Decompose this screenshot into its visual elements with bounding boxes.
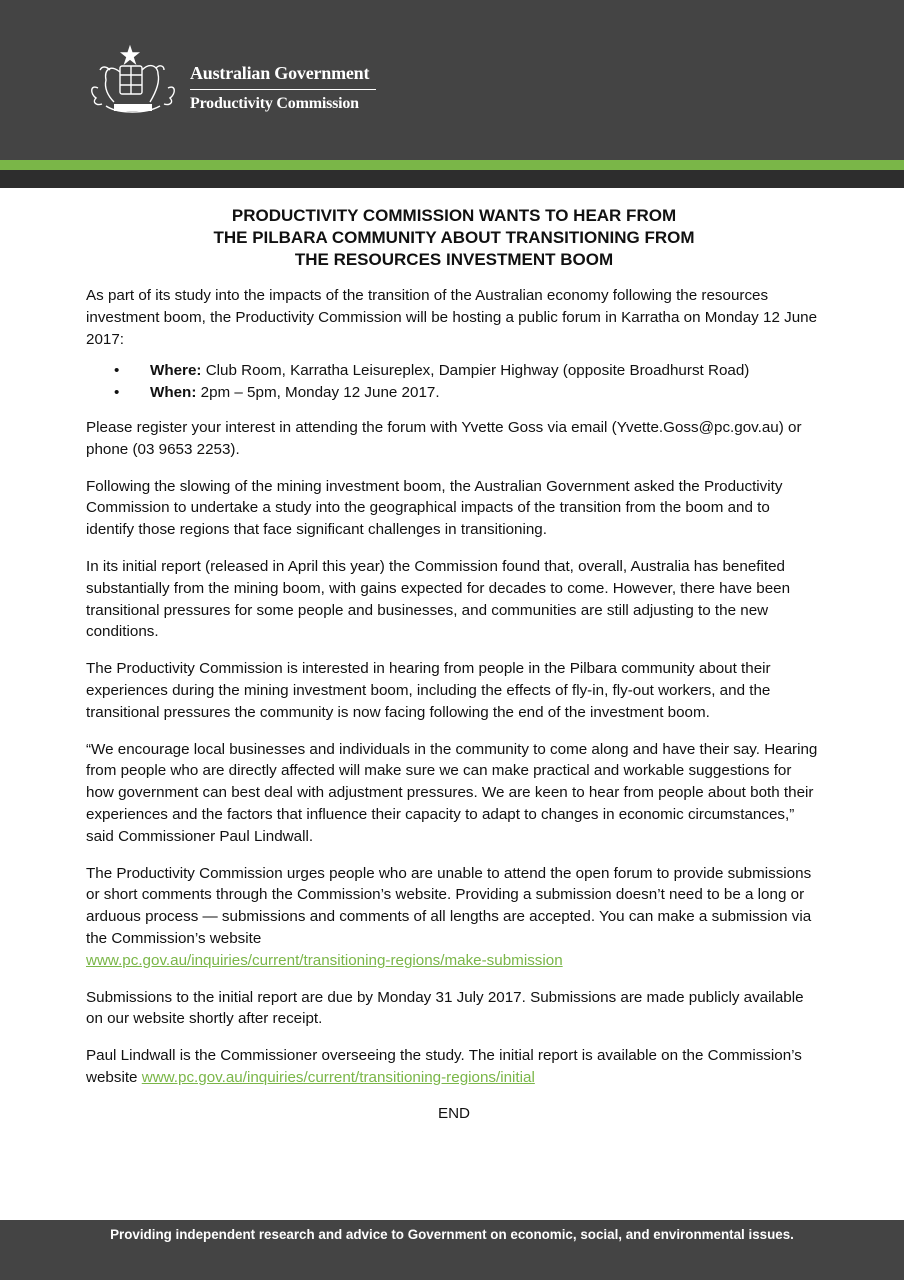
bullet-icon: • <box>114 362 120 380</box>
make-submission-link[interactable]: www.pc.gov.au/inquiries/current/transitioning-regions/make-submission <box>86 951 563 969</box>
initial-report-paragraph: In its initial report (released in April this year) the Commission found that, overall, Australia has benefited substantially from the mining boom, with gains expected for decades to come. However, there have been transitional pressures for some people and businesses, and communities are still adjusting to the new conditions. <box>86 557 791 641</box>
bullet-icon: • <box>114 384 120 402</box>
org-logo-text <box>190 62 376 114</box>
overseer-paragraph <box>86 1045 822 1089</box>
org-name-government: Australian Government <box>190 63 370 83</box>
list-item-when <box>86 382 822 404</box>
title-line: PRODUCTIVITY COMMISSION WANTS TO HEAR FROM <box>231 206 677 225</box>
coat-of-arms-icon <box>84 44 182 118</box>
title-line: THE PILBARA COMMUNITY ABOUT TRANSITIONING FROM <box>213 228 695 247</box>
org-name-commission: Productivity Commission <box>190 95 359 112</box>
when-label: When: <box>150 384 197 402</box>
due-date-paragraph: Submissions to the initial report are due by Monday 31 July 2017. Submissions are made publicly available on our website shortly after receipt. <box>86 988 804 1028</box>
when-value: 2pm – 5pm, Monday 12 June 2017. <box>196 384 440 402</box>
where-label: Where: <box>150 362 202 380</box>
initial-report-link[interactable]: www.pc.gov.au/inquiries/current/transitioning-regions/initial <box>141 1068 535 1086</box>
submissions-text: The Productivity Commission urges people who are unable to attend the open forum to provide submissions or short comments through the Commission’s website. Providing a submission doesn’t need to be a long or arduous process — submissions and comments of all lengths are accepted. You can make a submission via the Commission’s website <box>86 864 812 947</box>
background-paragraph: Following the slowing of the mining investment boom, the Australian Government asked the Productivity Commission to undertake a study into the geographical impacts of the transition from the boom and to identify those regions that face significant challenges in transitioning. <box>86 477 783 539</box>
footer-tagline: Providing independent research and advice to Government on economic, social, and environmental issues. <box>110 1227 794 1242</box>
intro-paragraph: As part of its study into the impacts of the transition of the Australian economy following the resources investment boom, the Productivity Commission will be hosting a public forum in Karratha on Monday 12 June 2017: <box>86 287 818 348</box>
page-footer <box>0 1220 904 1280</box>
where-value: Club Room, Karratha Leisureplex, Dampier Highway (opposite Broadhurst Road) <box>201 362 750 380</box>
release-title <box>86 205 822 271</box>
forum-details-list <box>86 360 822 404</box>
list-item-where <box>86 360 822 382</box>
overseer-text: Paul Lindwall is the Commissioner overseeing the study. The initial report is available on the Commission’s website <box>86 1047 802 1086</box>
interest-paragraph: The Productivity Commission is interested in hearing from people in the Pilbara community about their experiences during the mining investment boom, including the effects of fly-in, fly-out workers, and the transitional pressures the community is now facing following the end of the investment boom. <box>86 660 771 721</box>
logo-divider <box>190 89 376 90</box>
commissioner-quote: “We encourage local businesses and individuals in the community to come along and have their say. Hearing from people who are directly affected will make sure we can make practical and workable suggestions for how government can best deal with adjustment pressures. We are keen to hear from people about both their experiences and the factors that influence their capacity to adapt to changes in economic circumstances,” said Commissioner Paul Lindwall. <box>86 740 818 845</box>
submissions-paragraph <box>86 863 822 972</box>
register-paragraph: Please register your interest in attending the forum with Yvette Goss via email (Yvette.Goss@pc.gov.au) or phone (03 9653 2253). <box>86 418 802 458</box>
header-accent-bar <box>0 160 904 170</box>
header-dark-bar <box>0 170 904 188</box>
end-marker: END <box>437 1104 471 1122</box>
media-release-body <box>86 205 822 1124</box>
title-line: THE RESOURCES INVESTMENT BOOM <box>294 250 614 269</box>
